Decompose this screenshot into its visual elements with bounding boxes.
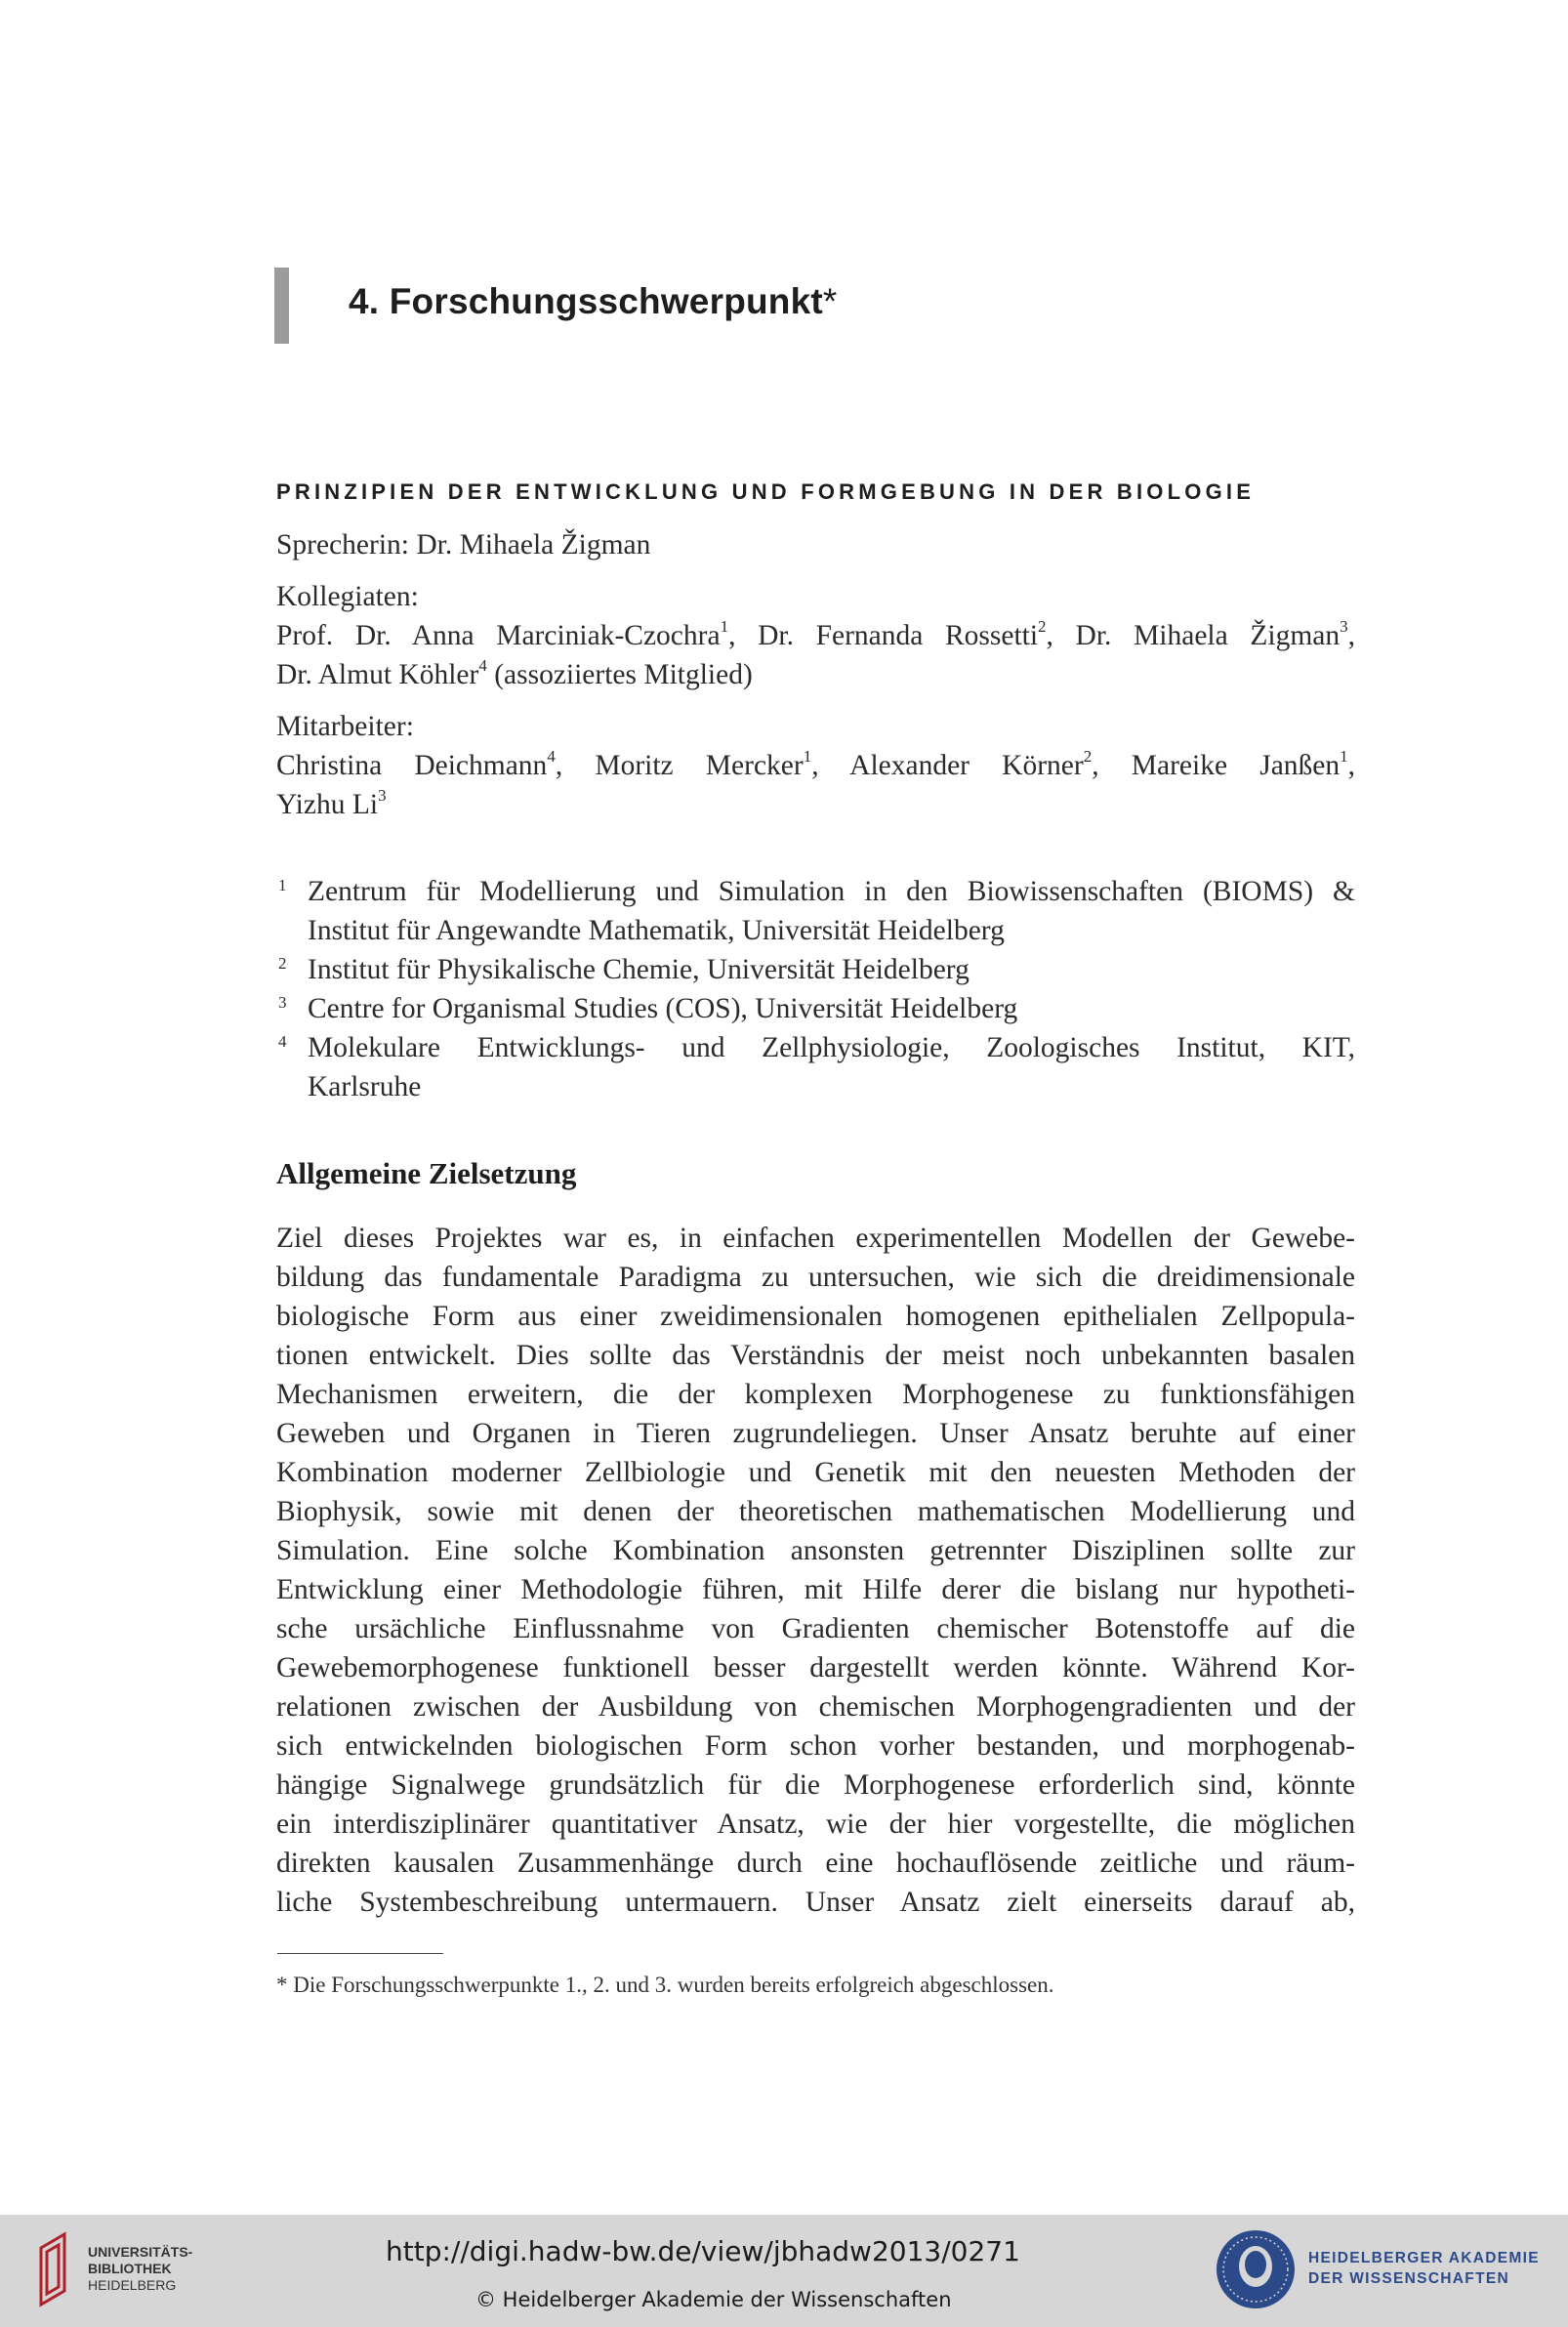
footnote: * Die Forschungsschwerpunkte 1., 2. und 3. wurden bereits erfolgreich abgeschlossen.	[276, 1973, 1054, 1997]
body-line: Biophysik, sowie mit denen der theoretischen mathematischen Modellierung und	[276, 1496, 1355, 1527]
page-content	[276, 473, 1355, 1922]
affiliation-item: 2 Institut für Physikalische Chemie, Universität Heidelberg	[278, 954, 970, 985]
kollegiaten-label: Kollegiaten:	[276, 581, 419, 612]
section-heading: PRINZIPIEN DER ENTWICKLUNG UND FORMGEBUNG IN DER BIOLOGIE	[276, 479, 1256, 504]
body-line: Ziel dieses Projektes war es, in einfachen experimentellen Modellen der Gewebe-	[276, 1223, 1355, 1254]
body-paragraph	[276, 1219, 1355, 1922]
body-line: bildung das fundamentale Paradigma zu untersuchen, wie sich die dreidimensionale	[276, 1262, 1355, 1293]
academy-seal-icon[interactable]	[1214, 2227, 1298, 2311]
footnote-marker[interactable]: *	[822, 281, 838, 321]
body-line: ein interdisziplinärer quantitativer Ansatz, wie der hier vorgestellte, die möglichen	[276, 1808, 1355, 1840]
footnote-rule	[277, 1953, 443, 1954]
body-line: Gewebemorphogenese funktionell besser dargestellt werden könnte. Während Kor-	[276, 1652, 1355, 1683]
university-library-logo-icon[interactable]	[37, 2230, 70, 2308]
body-line: Kombination moderner Zellbiologie und Genetik mit den neuesten Methoden der	[276, 1457, 1355, 1488]
mitarbeiter-line: Christina Deichmann$^4$, Moritz Mercker$^1$, Alexander Körner$^2$, Mareike Janßen$^1$,	[276, 747, 1356, 781]
academy-name: HEIDELBERGER AKADEMIE DER WISSENSCHAFTEN	[1308, 2250, 1540, 2287]
body-line: Entwicklung einer Methodologie führen, mit Hilfe derer die bislang nur hypotheti-	[276, 1574, 1355, 1605]
body-line: sich entwickelnden biologischen Form schon vorher bestanden, und morphogenab-	[276, 1730, 1355, 1762]
body-line: sche ursächliche Einflussnahme von Gradienten chemischer Botenstoffe auf die	[276, 1613, 1355, 1644]
body-line: relationen zwischen der Ausbildung von chemischen Morphogengradienten und der	[276, 1691, 1355, 1723]
affiliation-item: 1 Zentrum für Modellierung und Simulation in den Biowissenschaften (BIOMS) & Institut für Angewandte Mathematik, Universität Heidelberg	[278, 876, 1355, 946]
kollegiaten-line: Prof. Dr. Anna Marciniak-Czochra$^1$, Dr. Fernanda Rossetti$^2$, Dr. Mihaela Žigman$^3$,	[276, 617, 1355, 651]
affiliation-list	[276, 872, 1355, 1106]
body-line: hängige Signalwege grundsätzlich für die Morphogenese erforderlich sind, könnte	[276, 1769, 1355, 1801]
body-line: biologische Form aus einer zweidimensionalen homogenen epithelialen Zellpopula-	[276, 1301, 1355, 1332]
body-line: tionen entwickelt. Dies sollte das Verständnis der meist noch unbekannten basalen	[276, 1340, 1355, 1371]
mitarbeiter-label: Mitarbeiter:	[276, 711, 414, 742]
chapter-title: 4. Forschungsschwerpunkt*	[349, 281, 838, 321]
chapter-marker-bar	[274, 268, 289, 344]
university-library-name: UNIVERSITÄTS- BIBLIOTHEK HEIDELBERG	[88, 2244, 193, 2293]
body-line: Mechanismen erweitern, die der komplexen Morphogenese zu funktionsfähigen	[276, 1379, 1355, 1410]
mitarbeiter-line: Yizhu Li$^3$	[276, 786, 387, 820]
copyright-notice: © Heidelberger Akademie der Wissenschaften	[475, 2288, 952, 2311]
speaker: Sprecherin: Dr. Mihaela Žigman	[276, 529, 651, 561]
body-line: Geweben und Organen in Tieren zugrundeliegen. Unser Ansatz beruhte auf einer	[276, 1418, 1355, 1449]
body-line: liche Systembeschreibung untermauern. Unser Ansatz zielt einerseits darauf ab,	[276, 1887, 1355, 1918]
subheading: Allgemeine Zielsetzung	[276, 1156, 577, 1190]
document-url-link[interactable]: http://digi.hadw-bw.de/view/jbhadw2013/0271	[386, 2235, 1020, 2267]
body-line: Simulation. Eine solche Kombination ansonsten getrennter Disziplinen sollte zur	[276, 1535, 1355, 1566]
kollegiaten-line: Dr. Almut Köhler$^4$ (assoziiertes Mitglied)	[276, 656, 753, 690]
body-line: direkten kausalen Zusammenhänge durch eine hochauflösende zeitliche und räum-	[276, 1848, 1355, 1879]
affiliation-item: 3 Centre for Organismal Studies (COS), Universität Heidelberg	[278, 993, 1018, 1024]
affiliation-item: 4 Molekulare Entwicklungs- und Zellphysiologie, Zoologisches Institut, KIT, Karlsruhe	[278, 1032, 1355, 1102]
